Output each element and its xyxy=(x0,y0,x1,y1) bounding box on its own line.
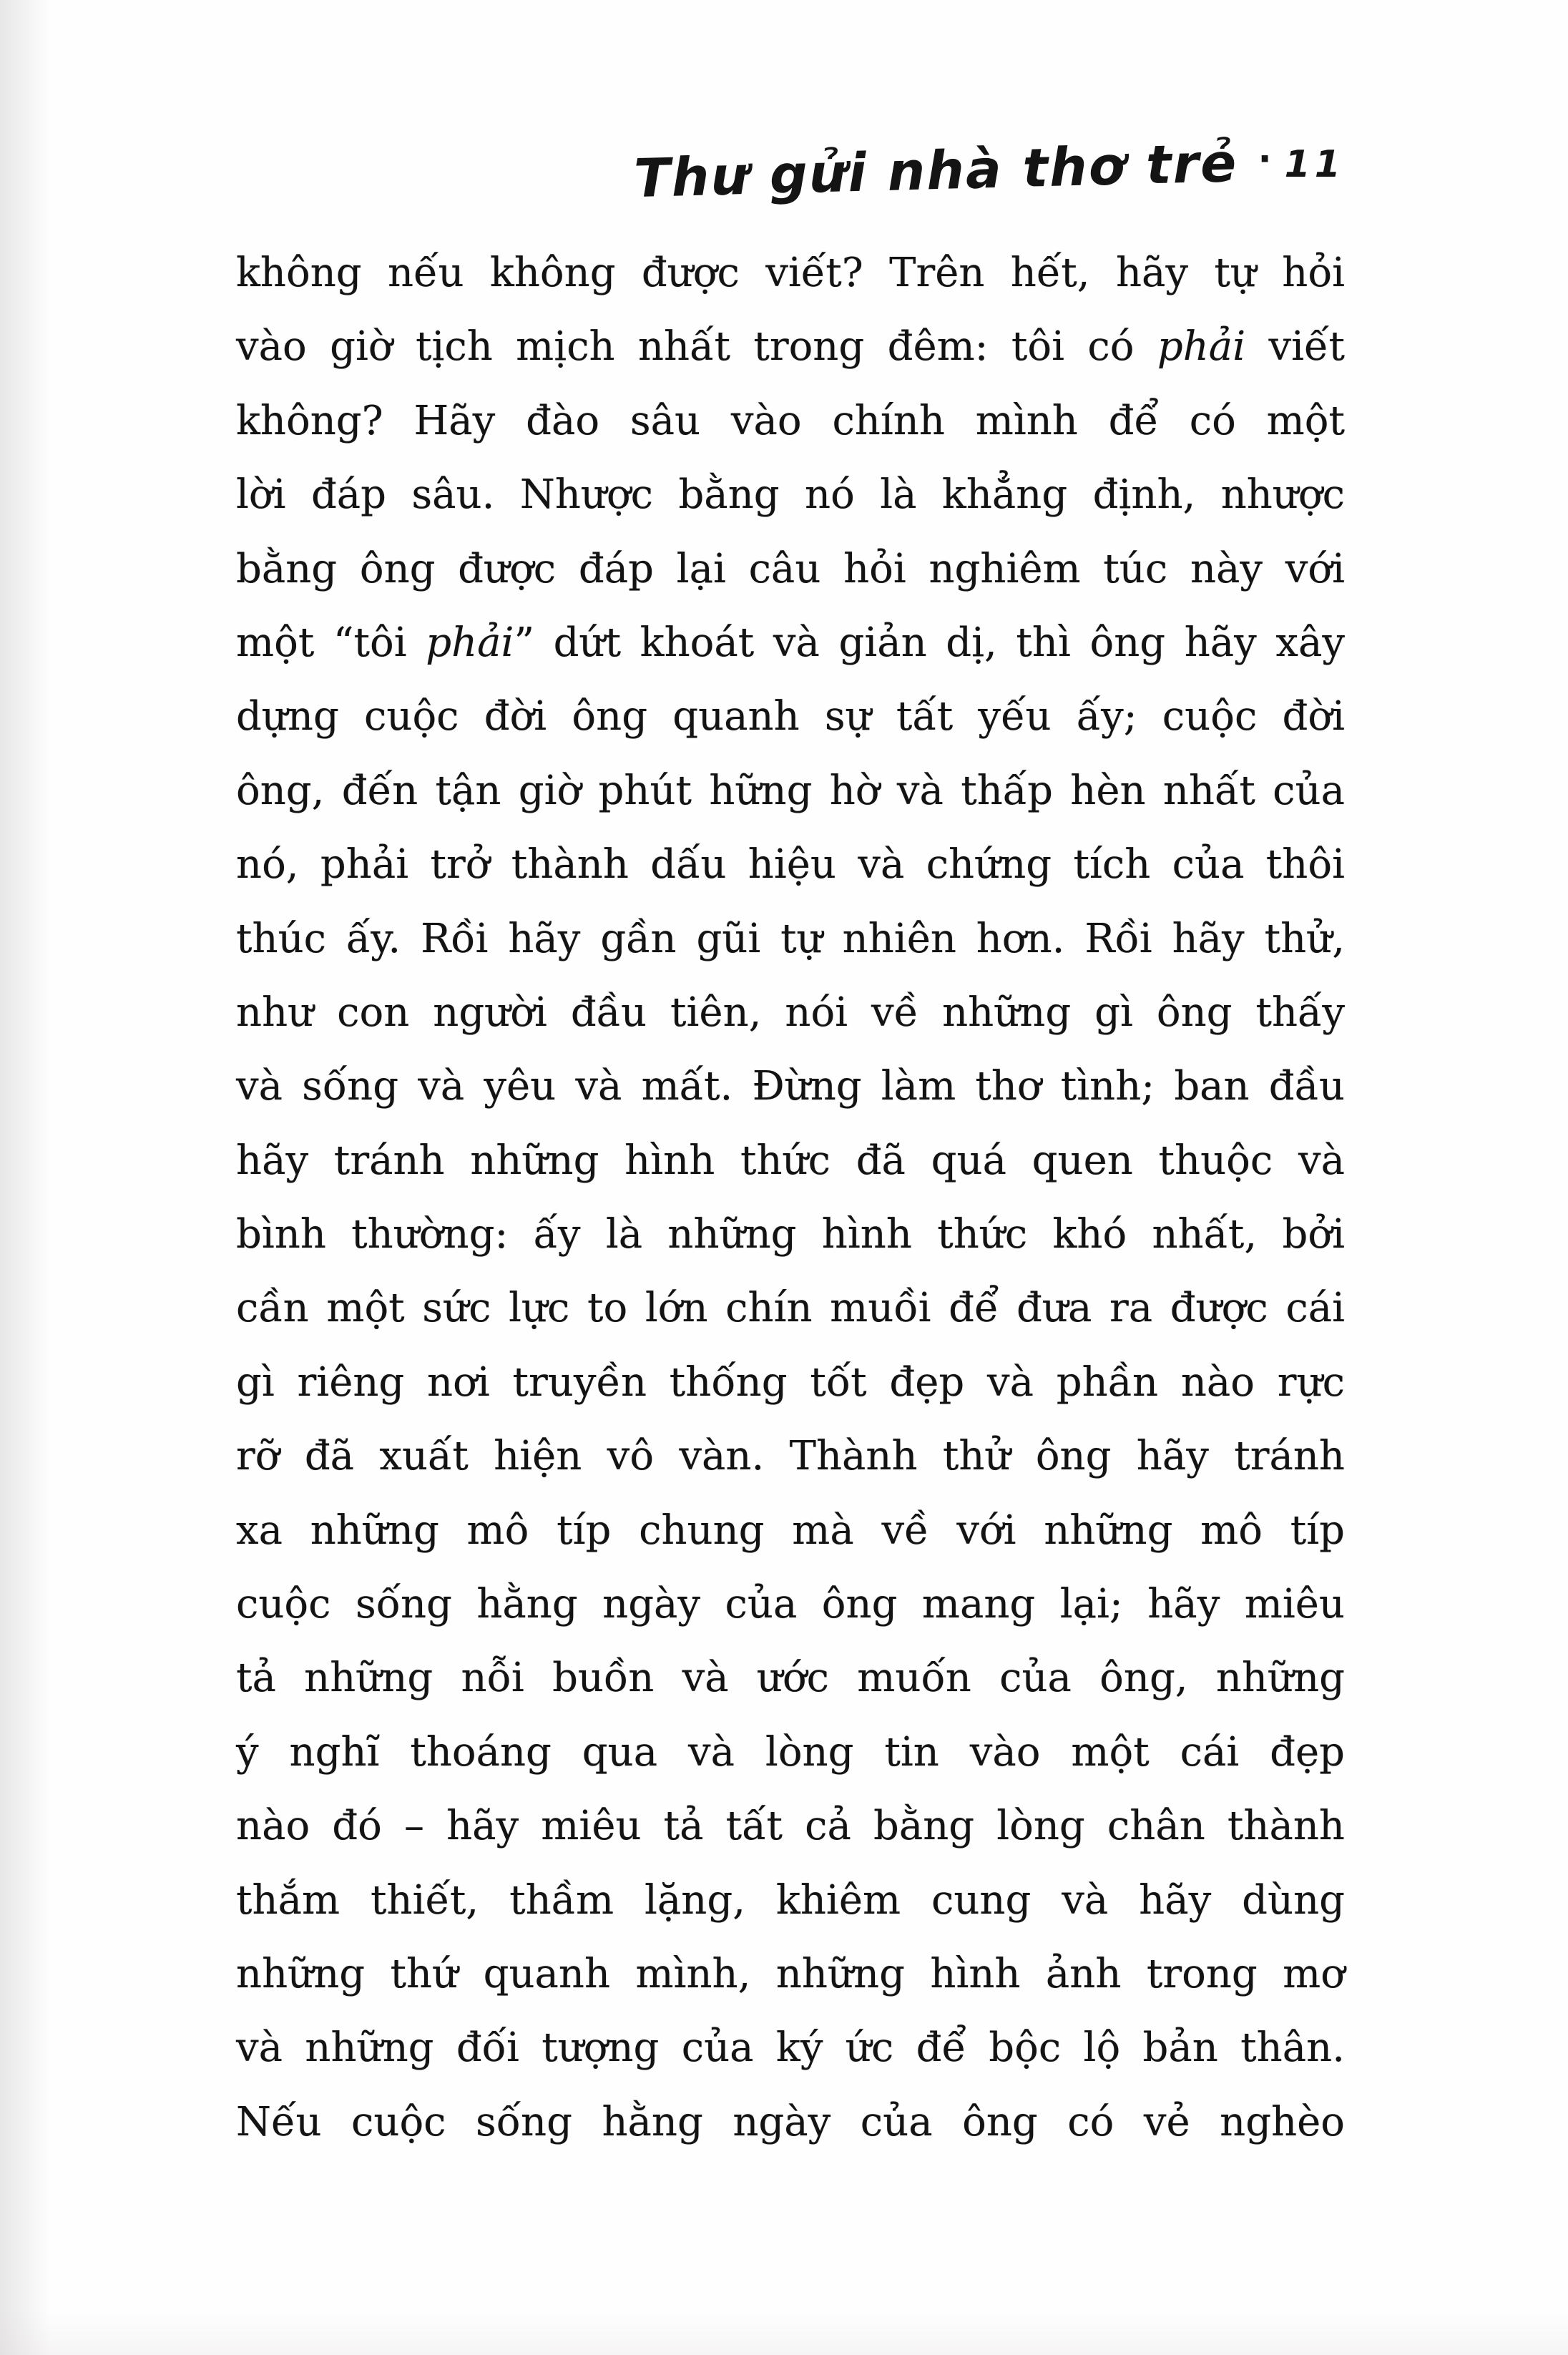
text-line xyxy=(236,2085,1345,2159)
text-line xyxy=(236,532,1345,606)
text-run: lời đáp sâu. Nhược bằng nó là khẳng định, nhược xyxy=(236,471,1345,519)
text-line xyxy=(236,976,1345,1049)
text-run: ông, đến tận giờ phút hững hờ và thấp hèn nhất của xyxy=(236,767,1345,814)
header-separator-dot: · xyxy=(1258,138,1272,180)
page-number: 11 xyxy=(1284,143,1345,186)
text-run: không? Hãy đào sâu vào chính mình để có một xyxy=(236,397,1345,444)
text-line xyxy=(236,1346,1345,1419)
text-run: xa những mô típ chung mà về với những mô típ xyxy=(236,1507,1345,1554)
text-run: và sống và yêu và mất. Đừng làm thơ tình; ban đầu xyxy=(236,1063,1345,1110)
text-line xyxy=(236,458,1345,532)
text-line xyxy=(236,828,1345,901)
text-line xyxy=(236,1789,1345,1863)
text-run: bình thường: ấy là những hình thức khó nhất, bởi xyxy=(236,1211,1345,1258)
text-run-italic: phải xyxy=(1157,323,1246,371)
text-line xyxy=(236,1937,1345,2011)
text-run: vào giờ tịch mịch nhất trong đêm: tôi có xyxy=(236,323,1157,371)
text-run: không nếu không được viết? Trên hết, hãy tự hỏi xyxy=(236,250,1345,296)
scan-shadow-left-edge xyxy=(0,0,50,2355)
text-line xyxy=(236,1049,1345,1123)
text-line xyxy=(236,1715,1345,1789)
text-line xyxy=(236,1864,1345,1937)
text-line xyxy=(236,310,1345,383)
text-run: và những đối tượng của ký ức để bộc lộ bản thân. xyxy=(236,2024,1345,2072)
text-line xyxy=(236,1494,1345,1567)
text-run: nó, phải trở thành dấu hiệu và chứng tích của thôi xyxy=(236,841,1345,888)
running-header xyxy=(0,132,1345,210)
text-line xyxy=(236,384,1345,458)
text-run: dựng cuộc đời ông quanh sự tất yếu ấy; cuộc đời xyxy=(236,693,1345,740)
text-line xyxy=(236,1124,1345,1198)
text-run: ” dứt khoát và giản dị, thì ông hãy xây xyxy=(514,619,1345,666)
text-run: thắm thiết, thầm lặng, khiêm cung và hãy dùng xyxy=(236,1876,1345,1924)
text-run: ý nghĩ thoáng qua và lòng tin vào một cái đẹp xyxy=(236,1728,1345,1776)
text-line xyxy=(236,754,1345,828)
text-line xyxy=(236,236,1345,310)
text-line xyxy=(236,1641,1345,1715)
text-line xyxy=(236,606,1345,680)
text-line xyxy=(236,1271,1345,1345)
text-line xyxy=(236,902,1345,976)
text-line xyxy=(236,2011,1345,2085)
text-run: thúc ấy. Rồi hãy gần gũi tự nhiên hơn. Rồi hãy thử, xyxy=(236,915,1345,962)
text-line xyxy=(236,1198,1345,1271)
text-run: Nếu cuộc sống hằng ngày của ông có vẻ nghèo xyxy=(236,2098,1345,2145)
text-line xyxy=(236,1419,1345,1493)
text-run: rỡ đã xuất hiện vô vàn. Thành thử ông hãy tránh xyxy=(236,1433,1345,1480)
text-run: hãy tránh những hình thức đã quá quen thuộc và xyxy=(236,1137,1345,1184)
text-run: như con người đầu tiên, nói về những gì ông thấy xyxy=(236,989,1345,1036)
text-line xyxy=(236,1567,1345,1641)
text-run: bằng ông được đáp lại câu hỏi nghiêm túc này với xyxy=(236,545,1345,592)
running-header-title: Thư gửi nhà thơ trẻ xyxy=(633,132,1239,210)
scan-shadow-bottom-edge xyxy=(0,2312,1568,2355)
text-run-italic: phải xyxy=(426,619,514,666)
text-run: cần một sức lực to lớn chín muồi để đưa ra được cái xyxy=(236,1285,1345,1332)
text-run: gì riêng nơi truyền thống tốt đẹp và phần nào rực xyxy=(236,1358,1345,1406)
text-run: tả những nỗi buồn và ước muốn của ông, những xyxy=(236,1655,1345,1702)
text-line xyxy=(236,680,1345,753)
text-run: cuộc sống hằng ngày của ông mang lại; hãy miêu xyxy=(236,1581,1345,1628)
text-run: một “tôi xyxy=(236,619,426,666)
text-run: những thứ quanh mình, những hình ảnh trong mơ xyxy=(236,1950,1345,1997)
text-run: viết xyxy=(1245,323,1345,371)
page-body xyxy=(236,236,1345,2159)
text-run: nào đó – hãy miêu tả tất cả bằng lòng chân thành xyxy=(236,1803,1345,1850)
